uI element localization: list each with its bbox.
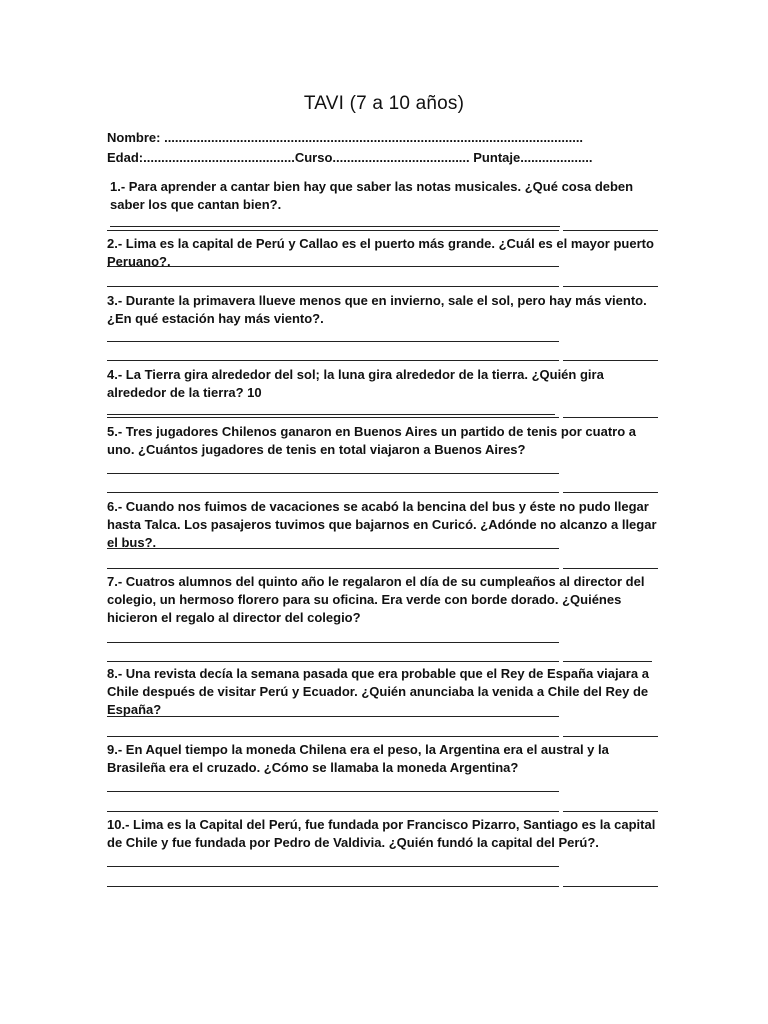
answer-line	[107, 473, 559, 474]
answer-line	[107, 568, 559, 569]
answer-line	[563, 736, 658, 737]
answer-line	[107, 230, 559, 231]
puntaje-dots: ....................	[520, 150, 593, 165]
answer-line	[107, 866, 559, 867]
question-9	[107, 741, 662, 777]
edad-label: Edad:	[107, 150, 144, 165]
answer-line	[107, 811, 559, 812]
question-5	[107, 423, 662, 459]
answer-line	[563, 417, 658, 418]
answer-line	[107, 403, 555, 415]
answer-line	[107, 886, 559, 887]
question-6	[107, 498, 667, 552]
answer-line	[107, 492, 559, 493]
answer-line	[563, 492, 658, 493]
question-1	[110, 178, 665, 232]
question-4	[107, 366, 662, 420]
question-5-text: 5.- Tres jugadores Chilenos ganaron en Buenos Aires un partido de tenis por cuatro a uno. ¿Cuántos jugadores de tenis en total viajaron a Buenos Aires?	[107, 424, 637, 457]
question-3-text: 3.- Durante la primavera llueve menos que en invierno, sale el sol, pero hay más viento. ¿En qué estación hay más viento?.	[107, 293, 647, 326]
curso-label: Curso	[294, 150, 333, 165]
question-10-text: 10.- Lima es la Capital del Perú, fue fundada por Francisco Pizarro, Santiago es la capital de Chile y fue fundada por Pedro de Valdivia. ¿Quién fundó la capital del Perú?.	[107, 817, 656, 850]
answer-line	[107, 736, 559, 737]
page-title: TAVI (7 a 10 años)	[303, 93, 465, 114]
question-6-text: 6.- Cuando nos fuimos de vacaciones se acabó la bencina del bus y éste no pudo llegar hasta Talca. Los pasajeros tuvimos que bajarnos en Curicó. ¿Adónde no alcanzo a llegar el bus?.	[107, 499, 657, 550]
answer-line	[107, 791, 559, 792]
answer-line	[107, 417, 559, 418]
puntaje-label: Puntaje	[473, 150, 521, 165]
question-10	[107, 816, 662, 852]
answer-line	[563, 286, 658, 287]
nombre-dots: ....................................................................................................................	[164, 130, 584, 145]
nombre-field	[107, 130, 667, 145]
answer-line	[107, 661, 559, 662]
question-8	[107, 665, 662, 719]
edad-curso-puntaje-field	[107, 150, 667, 165]
question-7-text: 7.- Cuatros alumnos del quinto año le regalaron el día de su cumpleaños al director del colegio, un hermoso florero para su oficina. Era verde con borde dorado. ¿Quiénes hicieron el regalo al director del colegio?	[107, 574, 645, 625]
answer-line	[107, 286, 559, 287]
answer-line	[107, 266, 559, 267]
answer-line	[107, 341, 559, 342]
answer-line	[563, 811, 658, 812]
answer-line	[563, 886, 658, 887]
answer-line	[563, 568, 658, 569]
edad-dots: ..........................................	[143, 150, 295, 165]
question-9-text: 9.- En Aquel tiempo la moneda Chilena era el peso, la Argentina era el austral y la Brasileña era el cruzado. ¿Cómo se llamaba la moneda Argentina?	[107, 742, 609, 775]
question-4-text: 4.- La Tierra gira alrededor del sol; la luna gira alrededor de la tierra. ¿Quién gira alrededor de la tierra? 10	[107, 367, 604, 400]
question-3	[107, 292, 662, 328]
answer-line	[107, 642, 559, 643]
answer-line	[107, 716, 559, 717]
question-1-text: 1.- Para aprender a cantar bien hay que saber las notas musicales. ¿Qué cosa deben saber los que cantan bien?.	[110, 179, 634, 212]
question-8-text: 8.- Una revista decía la semana pasada que era probable que el Rey de España viajara a Chile después de visitar Perú y Ecuador. ¿Quién anunciaba la venida a Chile del Rey de España?	[107, 666, 649, 717]
answer-line	[563, 661, 652, 662]
answer-line	[563, 230, 658, 231]
answer-line	[563, 360, 658, 361]
answer-line	[107, 548, 559, 549]
question-2-text: 2.- Lima es la capital de Perú y Callao es el puerto más grande. ¿Cuál es el mayor puerto Peruano?.	[107, 236, 654, 269]
nombre-label: Nombre:	[107, 130, 161, 145]
answer-line	[107, 360, 559, 361]
answer-line	[110, 215, 560, 227]
question-7	[107, 573, 667, 627]
curso-dots: ......................................	[332, 150, 470, 165]
